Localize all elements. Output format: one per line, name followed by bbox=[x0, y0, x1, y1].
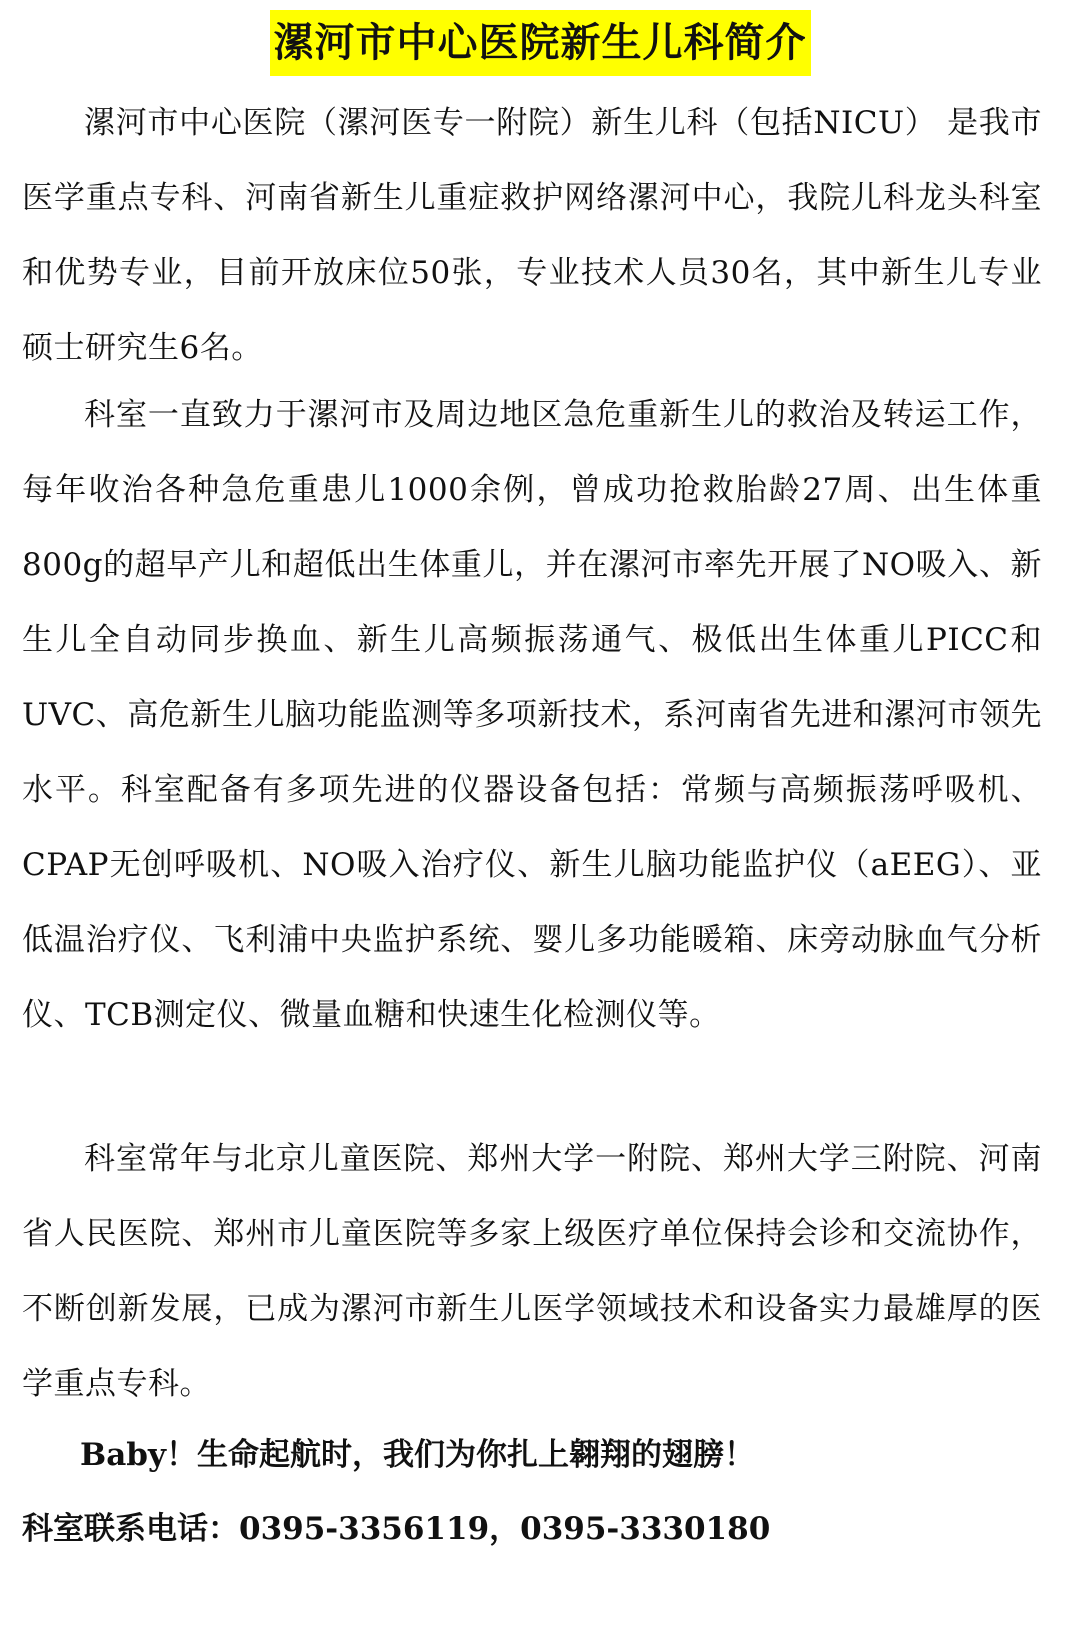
contact-phone: 科室联系电话：0395-3356119，0395-3330180 bbox=[22, 1511, 771, 1547]
intro-paragraph: 漯河市中心医院（漯河医专一附院）新生儿科（包括NICU） 是我市医学重点专科、河南省新生儿重症救护网络漯河中心，我院儿科龙头科室和优势专业，目前开放床位50张，专业技术人员30名，其中新生儿专业硕士研究生6名。 bbox=[22, 105, 1042, 366]
services-paragraph: 科室一直致力于漯河市及周边地区急危重新生儿的救治及转运工作，每年收治各种急危重患儿1000余例，曾成功抢救胎龄27周、出生体重800g的超早产儿和超低出生体重儿，并在漯河市率先开展了NO吸入、新生儿全自动同步换血、新生儿高频振荡通气、极低出生体重儿PICC和UVC、高危新生儿脑功能监测等多项新技术，系河南省先进和漯河市领先水平。科室配备有多项先进的仪器设备包括：常频与高频振荡呼吸机、CPAP无创呼吸机、NO吸入治疗仪、新生儿脑功能监护仪（aEEG）、亚低温治疗仪、飞利浦中央监护系统、婴儿多功能暖箱、床旁动脉血气分析仪、TCB测定仪、微量血糖和快速生化检测仪等。 bbox=[22, 397, 1042, 1033]
cooperation-paragraph: 科室常年与北京儿童医院、郑州大学一附院、郑州大学三附院、河南省人民医院、郑州市儿童医院等多家上级医疗单位保持会诊和交流协作，不断创新发展，已成为漯河市新生儿医学领域技术和设备实力最雄厚的医学重点专科。 bbox=[22, 1141, 1042, 1402]
title-container bbox=[0, 10, 1080, 76]
page-title: 漯河市中心医院新生儿科简介 bbox=[270, 10, 811, 76]
slogan: Baby！生命起航时，我们为你扎上翱翔的翅膀！ bbox=[80, 1437, 755, 1473]
